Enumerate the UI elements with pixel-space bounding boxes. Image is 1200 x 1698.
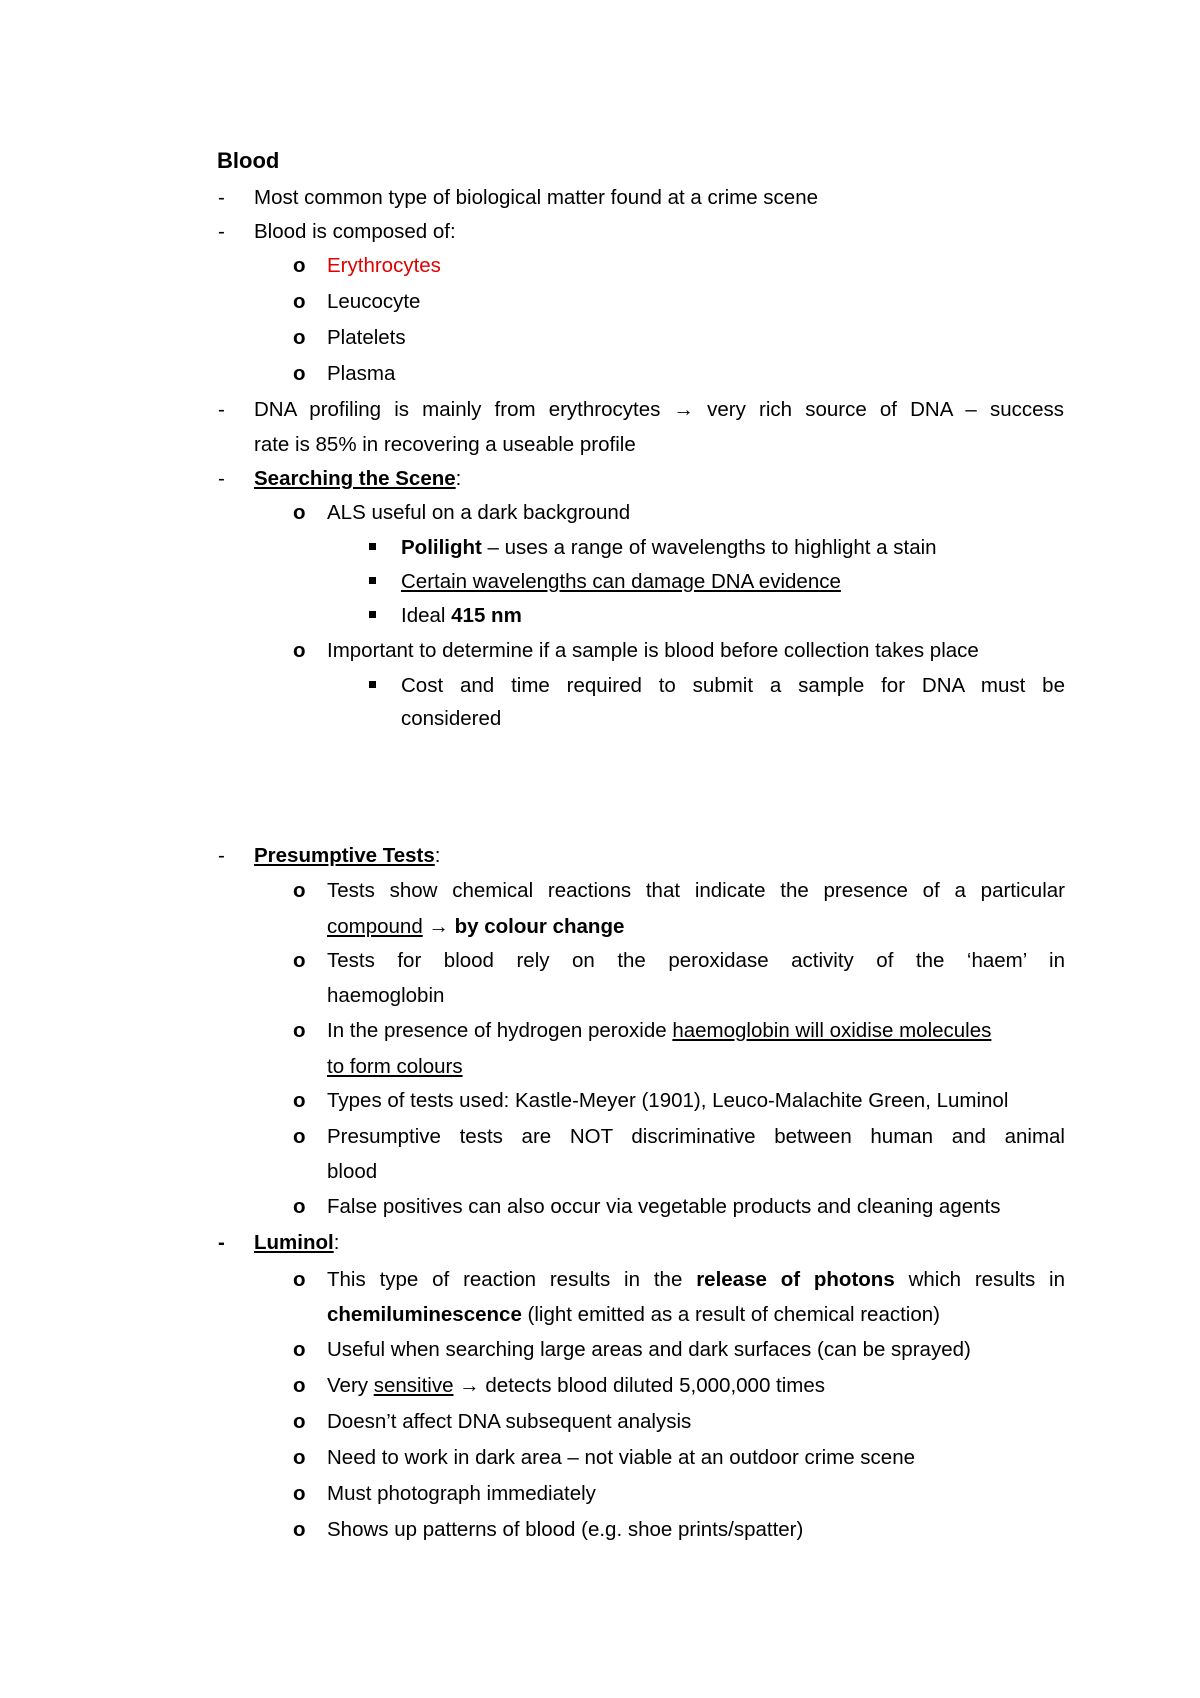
circle-bullet: o: [293, 254, 306, 277]
component-item: Plasma: [327, 362, 396, 385]
text-line: Ideal 415 nm: [401, 604, 522, 627]
component-item: Platelets: [327, 326, 406, 349]
text-line: Cost and time required to submit a sample for DNA must be: [401, 674, 1065, 697]
arrow-icon: →: [428, 915, 449, 938]
text-line: Polilight – uses a range of wavelengths to highlight a stain: [401, 536, 937, 559]
dash-bullet: -: [218, 398, 225, 421]
square-bullet: [369, 611, 376, 618]
circle-bullet: o: [293, 1268, 306, 1291]
arrow-icon: →: [673, 398, 694, 421]
text-line: Blood is composed of:: [254, 220, 456, 243]
text-line: considered: [401, 707, 502, 730]
circle-bullet: o: [293, 949, 306, 972]
section-heading: Searching the Scene:: [254, 467, 462, 490]
text-line: Presumptive tests are NOT discriminative between human and animal: [327, 1125, 1065, 1148]
circle-bullet: o: [293, 1125, 306, 1148]
circle-bullet: o: [293, 1019, 306, 1042]
text-line: ALS useful on a dark background: [327, 501, 631, 524]
text-line: chemiluminescence (light emitted as a result of chemical reaction): [327, 1303, 940, 1326]
circle-bullet: o: [293, 639, 306, 662]
text-line: rate is 85% in recovering a useable profile: [254, 433, 636, 456]
section-heading: Presumptive Tests:: [254, 844, 441, 867]
circle-bullet: o: [293, 362, 306, 385]
circle-bullet: o: [293, 1089, 306, 1112]
circle-bullet: o: [293, 1374, 306, 1397]
text-line: Doesn’t affect DNA subsequent analysis: [327, 1410, 692, 1433]
text-line: blood: [327, 1160, 378, 1183]
text-line: Most common type of biological matter found at a crime scene: [254, 186, 819, 209]
square-bullet: [369, 577, 376, 584]
square-bullet: [369, 543, 376, 550]
text-line: This type of reaction results in the release of photons which results in: [327, 1268, 1065, 1291]
text-line: Useful when searching large areas and dark surfaces (can be sprayed): [327, 1338, 971, 1361]
circle-bullet: o: [293, 1338, 306, 1361]
circle-bullet: o: [293, 501, 306, 524]
component-item: Leucocyte: [327, 290, 421, 313]
dash-bullet: -: [218, 220, 225, 243]
text-line: Tests show chemical reactions that indicate the presence of a particular: [327, 879, 1065, 902]
text-line: Tests for blood rely on the peroxidase activity of the ‘haem’ in: [327, 949, 1065, 972]
text-line: Shows up patterns of blood (e.g. shoe prints/spatter): [327, 1518, 804, 1541]
text-line: Must photograph immediately: [327, 1482, 596, 1505]
page-title: Blood: [217, 148, 280, 173]
text-line: Important to determine if a sample is blood before collection takes place: [327, 639, 979, 662]
text-line: to form colours: [327, 1055, 463, 1078]
dash-bullet: -: [218, 1231, 225, 1254]
text-line: DNA profiling is mainly from erythrocytes → very rich source of DNA – success: [254, 398, 1064, 421]
text-line: compound → by colour change: [327, 915, 625, 938]
text-line: Certain wavelengths can damage DNA evidence: [401, 570, 841, 593]
circle-bullet: o: [293, 1410, 306, 1433]
circle-bullet: o: [293, 879, 306, 902]
circle-bullet: o: [293, 1482, 306, 1505]
text-line: Need to work in dark area – not viable at an outdoor crime scene: [327, 1446, 915, 1469]
dash-bullet: -: [218, 186, 225, 209]
dash-bullet: -: [218, 467, 225, 490]
circle-bullet: o: [293, 1518, 306, 1541]
dash-bullet: -: [218, 844, 225, 867]
circle-bullet: o: [293, 1195, 306, 1218]
arrow-icon: →: [459, 1374, 480, 1397]
text-line: Very sensitive → detects blood diluted 5,000,000 times: [327, 1374, 826, 1397]
circle-bullet: o: [293, 290, 306, 313]
text-line: haemoglobin: [327, 984, 445, 1007]
component-item: Erythrocytes: [327, 254, 441, 277]
square-bullet: [369, 681, 376, 688]
circle-bullet: o: [293, 1446, 306, 1469]
text-line: Types of tests used: Kastle-Meyer (1901), Leuco-Malachite Green, Luminol: [327, 1089, 1009, 1112]
text-line: In the presence of hydrogen peroxide haemoglobin will oxidise molecules: [327, 1019, 992, 1042]
circle-bullet: o: [293, 326, 306, 349]
section-heading: Luminol:: [254, 1231, 340, 1254]
text-line: False positives can also occur via vegetable products and cleaning agents: [327, 1195, 1001, 1218]
